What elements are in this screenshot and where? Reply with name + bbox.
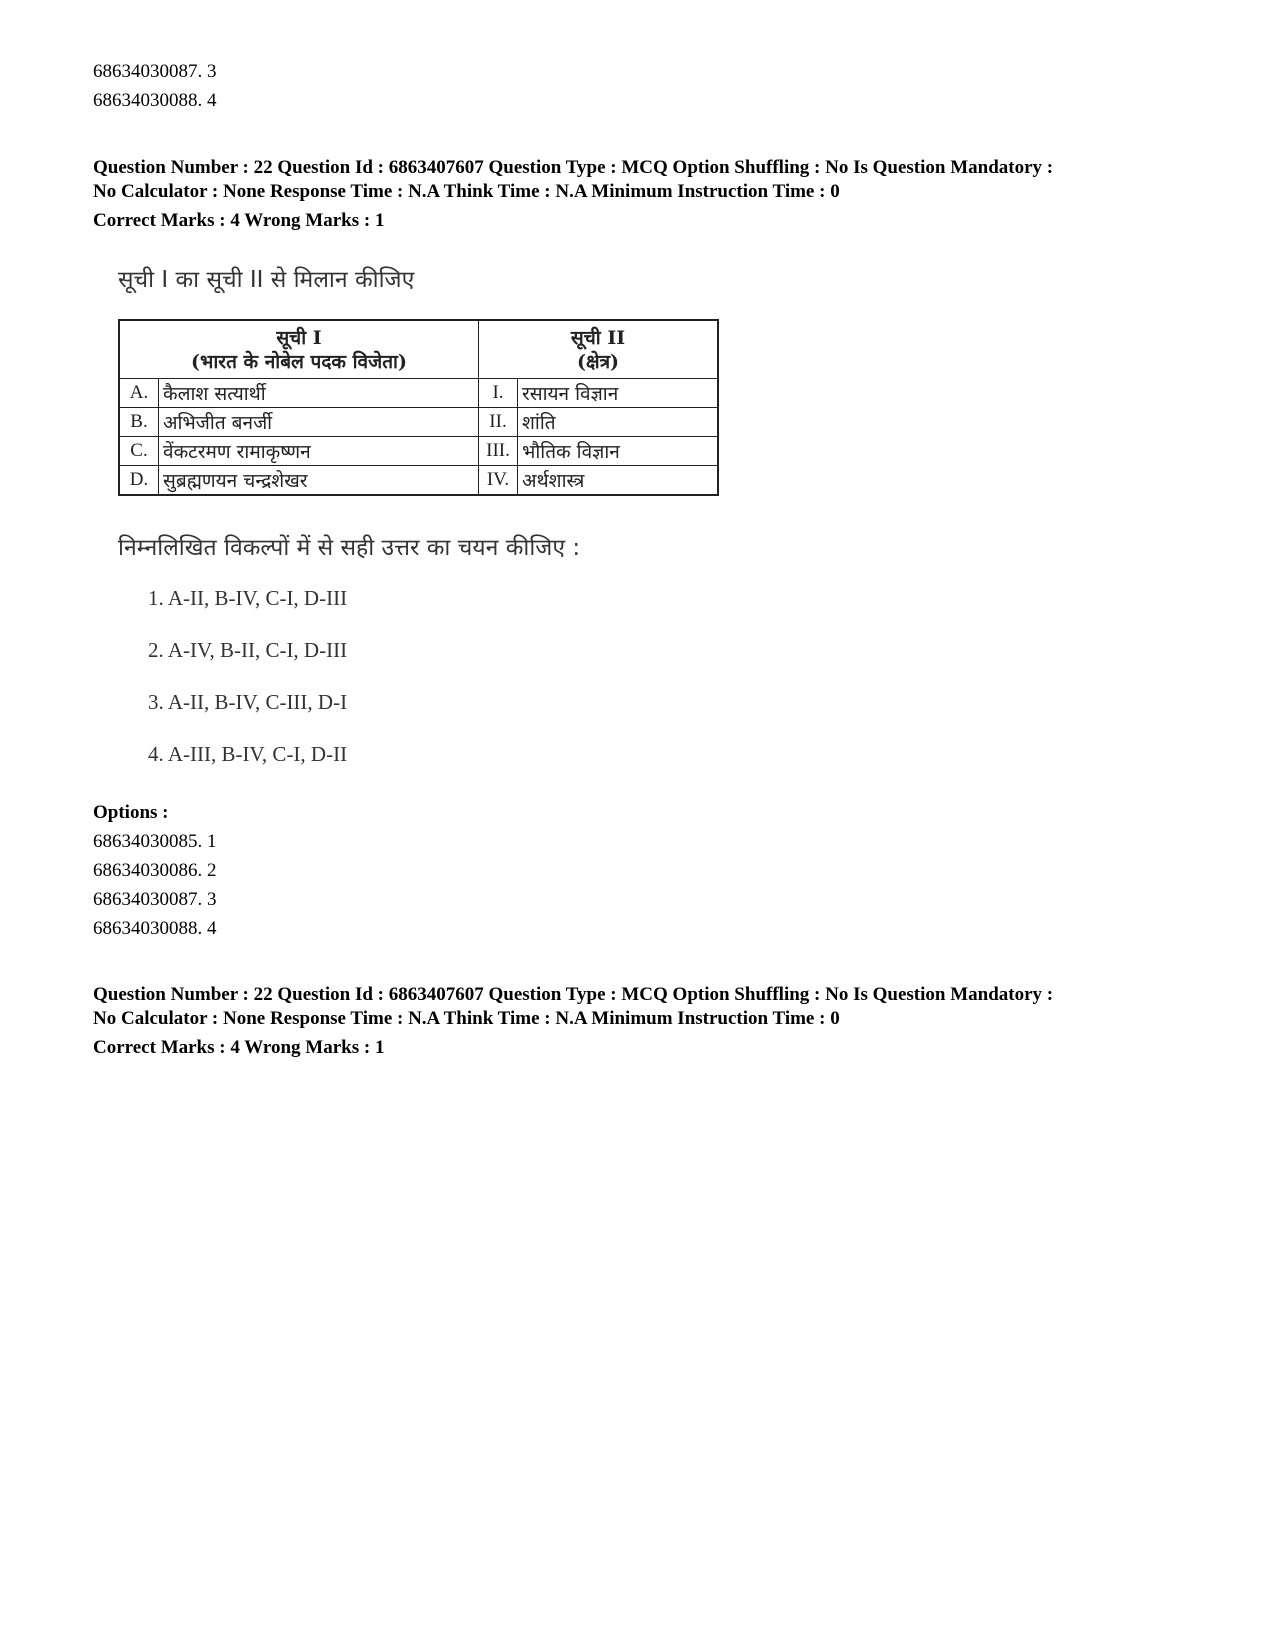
row-value: अर्थशास्त्र <box>518 466 719 496</box>
table-row <box>119 437 718 466</box>
row-value: रसायन विज्ञान <box>518 379 719 408</box>
next-question-meta-line1: Question Number : 22 Question Id : 6863407607 Question Type : MCQ Option Shuffling : No Is Question Mandatory : <box>93 984 1054 1005</box>
row-value: भौतिक विज्ञान <box>518 437 719 466</box>
options-label: Options : <box>93 802 169 823</box>
option-4: 68634030088. 4 <box>93 918 217 939</box>
row-value: वेंकटरमण रामाकृष्णन <box>159 437 479 466</box>
choice-1: 1. A-II, B-IV, C-I, D-III <box>148 586 348 610</box>
row-label: B. <box>119 408 159 437</box>
row-label: D. <box>119 466 159 496</box>
choice-2: 2. A-IV, B-II, C-I, D-III <box>148 638 348 662</box>
match-table-header <box>119 320 718 379</box>
option-2: 68634030086. 2 <box>93 860 217 881</box>
choose-instruction: निम्नलिखित विकल्पों में से सही उत्तर का चयन कीजिए : <box>118 535 581 561</box>
table-row <box>119 466 718 496</box>
row-label: IV. <box>479 466 518 496</box>
row-label: III. <box>479 437 518 466</box>
row-value: सुब्रह्मणयन चन्द्रशेखर <box>159 466 479 496</box>
prev-option-2: 68634030088. 4 <box>93 90 217 111</box>
table-row <box>119 408 718 437</box>
option-1: 68634030085. 1 <box>93 831 217 852</box>
table-row <box>119 379 718 408</box>
choice-4: 4. A-III, B-IV, C-I, D-II <box>148 742 348 766</box>
option-3: 68634030087. 3 <box>93 889 217 910</box>
question-meta-line2: No Calculator : None Response Time : N.A Think Time : N.A Minimum Instruction Time : 0 <box>93 181 840 202</box>
row-label: A. <box>119 379 159 408</box>
row-label: I. <box>479 379 518 408</box>
row-value: कैलाश सत्यार्थी <box>159 379 479 408</box>
row-label: II. <box>479 408 518 437</box>
choice-3: 3. A-II, B-IV, C-III, D-I <box>148 690 348 714</box>
next-question-marks: Correct Marks : 4 Wrong Marks : 1 <box>93 1037 385 1058</box>
prev-option-1: 68634030087. 3 <box>93 61 217 82</box>
list-1-header: सूची I (भारत के नोबेल पदक विजेता) <box>119 320 479 379</box>
list-2-header: सूची II (क्षेत्र) <box>479 320 719 379</box>
next-question-meta-line2: No Calculator : None Response Time : N.A Think Time : N.A Minimum Instruction Time : 0 <box>93 1008 840 1029</box>
row-value: शांति <box>518 408 719 437</box>
question-instruction: सूची I का सूची II से मिलान कीजिए <box>118 267 415 293</box>
question-meta-line1: Question Number : 22 Question Id : 6863407607 Question Type : MCQ Option Shuffling : No Is Question Mandatory : <box>93 157 1054 178</box>
row-label: C. <box>119 437 159 466</box>
match-table <box>118 319 719 496</box>
row-value: अभिजीत बनर्जी <box>159 408 479 437</box>
question-body <box>118 262 738 782</box>
question-marks: Correct Marks : 4 Wrong Marks : 1 <box>93 210 385 231</box>
